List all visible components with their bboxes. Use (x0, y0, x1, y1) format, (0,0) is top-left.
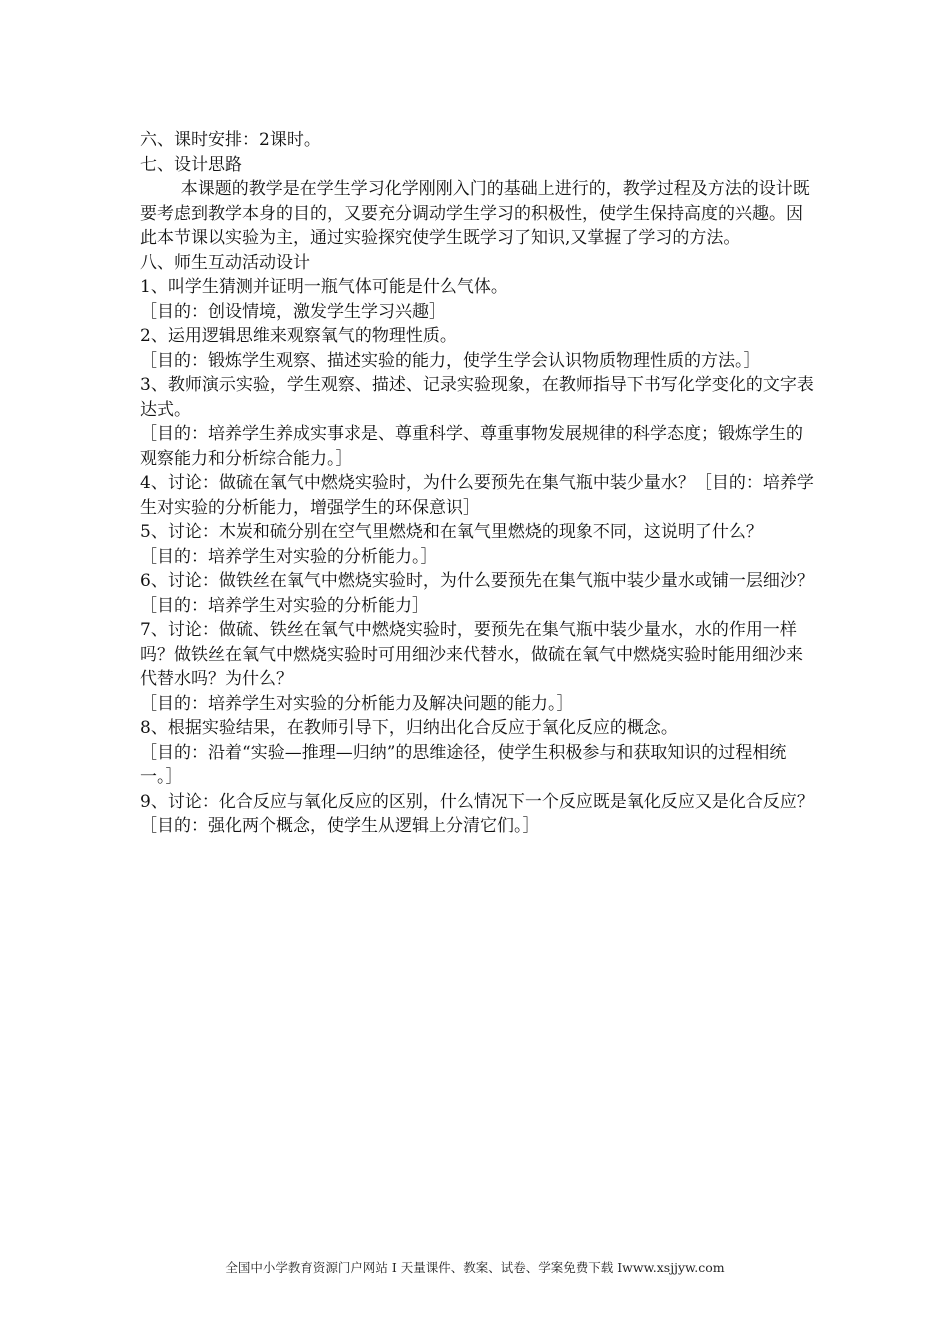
activity-purpose-7: ［目的：培养学生对实验的分析能力及解决问题的能力。］ (140, 693, 574, 714)
section-class-hours: 六、课时安排：2课时。 (140, 130, 321, 150)
activity-item-3: 3、教师演示实验，学生观察、描述、记录实验现象，在教师指导下书写化学变化的文字表达式。 (140, 375, 814, 420)
activity-purpose-3: ［目的：培养学生养成实事求是、尊重科学、尊重事物发展规律的科学态度；锻炼学生的观察能力和分析综合能力。］ (140, 424, 803, 469)
activity-purpose-5: ［目的：培养学生对实验的分析能力。］ (140, 546, 438, 567)
activity-purpose-1: ［目的：创设情境，激发学生学习兴趣］ (140, 301, 446, 322)
section-design-body: 本课题的教学是在学生学习化学刚刚入门的基础上进行的，教学过程及方法的设计既要考虑到教学本身的目的，又要充分调动学生学习的积极性，使学生保持高度的兴趣。因此本节课以实验为主，通过实验探究使学生既学习了知识,又掌握了学习的方法。 (140, 179, 810, 248)
section-design-title: 七、设计思路 (140, 154, 242, 175)
activity-item-6: 6、讨论：做铁丝在氧气中燃烧实验时，为什么要预先在集气瓶中装少量水或铺一层细沙？ (140, 571, 814, 591)
activity-item-5: 5、讨论：木炭和硫分别在空气里燃烧和在氧气里燃烧的现象不同，这说明了什么？ (140, 522, 763, 542)
activity-item-4: 4、讨论：做硫在氧气中燃烧实验时，为什么要预先在集气瓶中装少量水？［目的：培养学生对实验的分析能力，增强学生的环保意识］ (140, 473, 814, 518)
activity-purpose-6: ［目的：培养学生对实验的分析能力］ (140, 595, 429, 616)
document-body (140, 128, 815, 839)
activity-item-9: 9、讨论：化合反应与氧化反应的区别，什么情况下一个反应既是氧化反应又是化合反应？ (140, 791, 814, 812)
activity-purpose-8: ［目的：沿着“实验—推理—归纳”的思维途径，使学生积极参与和获取知识的过程相统一。］ (140, 742, 787, 787)
activity-item-2: 2、运用逻辑思维来观察氧气的物理性质。 (140, 326, 457, 346)
section-interaction-title: 八、师生互动活动设计 (140, 252, 310, 273)
activity-item-8: 8、根据实验结果，在教师引导下，归纳出化合反应于氧化反应的概念。 (140, 718, 678, 738)
page-footer: 全国中小学教育资源门户网站 I 天量课件、教案、试卷、学案免费下载 Iwww.xsjjyw.com (225, 1260, 725, 1275)
activity-purpose-2: ［目的：锻炼学生观察、描述实验的能力，使学生学会认识物质物理性质的方法。］ (140, 350, 761, 371)
activity-item-1: 1、叫学生猜测并证明一瓶气体可能是什么气体。 (140, 277, 508, 297)
activity-item-7: 7、讨论：做硫、铁丝在氧气中燃烧实验时，要预先在集气瓶中装少量水，水的作用一样吗？做铁丝在氧气中燃烧实验时可用细沙来代替水，做硫在氧气中燃烧实验时能用细沙来代替水吗？为什么？ (140, 620, 803, 689)
activity-purpose-9: ［目的：强化两个概念，使学生从逻辑上分清它们。］ (140, 816, 540, 836)
